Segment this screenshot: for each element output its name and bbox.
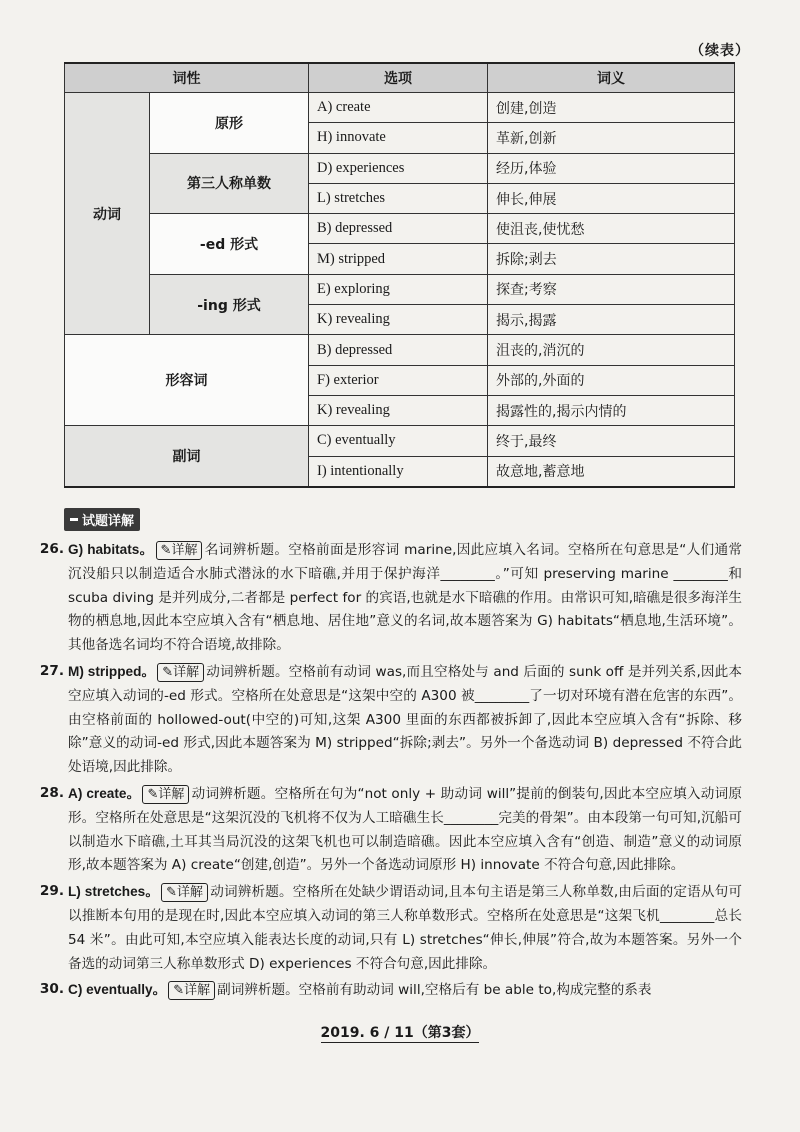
col-header-pos: 词性 — [65, 63, 309, 93]
item-body — [68, 880, 742, 976]
form-third-person: 第三人称单数 — [150, 153, 309, 214]
item-text: 动词辨析题。空格前有动词 was,而且空格处与 and 后面的 sunk off 是并列关系,因此本空应填入动词的-ed 形式。空格所在处意思是“这架中空的 A300 被________了一切对环境有潜在危害的东西”。由空格前面的 hollowed-out(中空的)可知,这架 A300 里面的东西都被拆卸了,因此本空应填入含有“拆除、移除”意义的动词-ed 形式,因此本题答案为 M) stripped“拆除;剥去”。另外一个备选动词 B) depressed 不符合此处语境,因此排除。 — [68, 663, 742, 776]
meaning-cell: 故意地,蓄意地 — [488, 456, 735, 487]
item-text: 副词辨析题。空格前有助动词 will,空格后有 be able to,构成完整的系表 — [217, 982, 652, 999]
item-number: 28. — [39, 784, 64, 801]
meaning-cell: 使沮丧,使忧愁 — [488, 214, 735, 244]
list-item — [34, 782, 742, 878]
table-row — [65, 335, 735, 365]
item-answer: L) stretches。 — [68, 884, 160, 900]
detail-tag: ✎详解 — [161, 883, 208, 902]
explanation-list — [34, 538, 742, 1005]
option-cell: K) revealing — [309, 305, 488, 335]
option-cell: B) depressed — [309, 214, 488, 244]
item-text: 动词辨析题。空格所在句为“not only + 助动词 will”提前的倒装句,因此本空应填入动词原形。空格所在处意思是“这架沉没的飞机将不仅为人工暗礁生长________完美的骨架”。由本段第一句可知,沉船可以制造水下暗礁,土耳其当局沉没的这架飞机也可以制造暗礁。因此本空应填入含有“创造、制造”意义的动词原形,故本题答案为 A) create“创建,创造”。另外一个备选动词原形 H) innovate 不符合句意,因此排除。 — [68, 785, 742, 874]
table-row — [65, 93, 735, 123]
meaning-cell: 外部的,外面的 — [488, 365, 735, 395]
pos-verb: 动词 — [65, 93, 150, 335]
list-item — [34, 538, 742, 658]
item-answer: A) create。 — [68, 785, 141, 801]
table-row — [65, 214, 735, 244]
option-cell: I) intentionally — [309, 456, 488, 487]
table-header-row — [65, 63, 735, 93]
continued-label: （续表） — [690, 43, 750, 59]
pos-adjective: 形容词 — [65, 335, 309, 426]
page-label: 2019. 6 / 11（第3套） — [320, 1025, 480, 1041]
item-body — [68, 660, 742, 780]
option-cell: D) experiences — [309, 153, 488, 183]
item-answer: M) stripped。 — [68, 663, 156, 679]
option-cell: B) depressed — [309, 335, 488, 365]
meaning-cell: 经历,体验 — [488, 153, 735, 183]
meaning-cell: 揭示,揭露 — [488, 305, 735, 335]
item-answer: G) habitats。 — [68, 542, 154, 557]
item-body — [68, 538, 742, 658]
item-answer: C) eventually。 — [68, 982, 167, 998]
meaning-cell: 伸长,伸展 — [488, 183, 735, 213]
option-cell: A) create — [309, 93, 488, 123]
list-item — [34, 660, 742, 780]
detail-tag: ✎详解 — [168, 981, 215, 1000]
option-cell: E) exploring — [309, 274, 488, 304]
option-cell: M) stripped — [309, 244, 488, 274]
table-row — [65, 153, 735, 183]
item-text: 名词辨析题。空格前面是形容词 marine,因此应填入名词。空格所在句意思是“人们通常沉没船只以制造适合水肺式潜泳的水下暗礁,并用于保护海洋________。”可知 preserving marine ________和 scuba diving 是并列成分,二者都是 perfect for 的宾语,也就是水下暗礁的作用。由常识可知,暗礁是很多海洋生物的栖息地,因此本空应填入含有“栖息地、居住地”意义的名词,故本题答案为 G) habitats“栖息地,生活环境”。其他备选名词均不符合语境,故排除。 — [68, 542, 742, 654]
detail-tag: ✎详解 — [156, 541, 203, 560]
list-item — [34, 880, 742, 976]
meaning-cell: 拆除;剥去 — [488, 244, 735, 274]
table-row — [65, 274, 735, 304]
option-cell: H) innovate — [309, 123, 488, 153]
list-item — [34, 978, 742, 1003]
meaning-cell: 革新,创新 — [488, 123, 735, 153]
item-body — [68, 782, 742, 878]
col-header-option: 选项 — [309, 63, 488, 93]
meaning-cell: 创建,创造 — [488, 93, 735, 123]
item-number: 29. — [39, 883, 64, 900]
meaning-cell: 终于,最终 — [488, 426, 735, 456]
section-title: 试题详解 — [82, 514, 135, 529]
detail-tag: ✎详解 — [157, 663, 204, 682]
item-text: 动词辨析题。空格所在处缺少谓语动词,且本句主语是第三人称单数,由后面的定语从句可以推断本句用的是现在时,因此本空应填入动词的第三人称单数形式。空格所在处意思是“这架飞机________总长 54 米”。由此可知,本空应填入能表达长度的动词,只有 L) stretches“伸长,伸展”符合,故为本题答案。另外一个备选的动词第三人称单数形式 D) experiences 不符合句意,因此排除。 — [68, 884, 742, 972]
form-ed: -ed 形式 — [150, 214, 309, 275]
page-footer — [0, 1022, 800, 1042]
table-row — [65, 426, 735, 456]
item-number: 30. — [39, 981, 64, 998]
option-cell: C) eventually — [309, 426, 488, 456]
item-body — [68, 978, 742, 1003]
form-base: 原形 — [150, 93, 309, 154]
vocab-table — [64, 62, 735, 488]
section-marker-icon — [70, 518, 78, 521]
meaning-cell: 沮丧的,消沉的 — [488, 335, 735, 365]
item-number: 27. — [39, 662, 64, 679]
col-header-meaning: 词义 — [488, 63, 735, 93]
option-cell: F) exterior — [309, 365, 488, 395]
meaning-cell: 揭露性的,揭示内情的 — [488, 395, 735, 425]
option-cell: K) revealing — [309, 395, 488, 425]
meaning-cell: 探查;考察 — [488, 274, 735, 304]
option-cell: L) stretches — [309, 183, 488, 213]
item-number: 26. — [39, 541, 64, 557]
form-ing: -ing 形式 — [150, 274, 309, 335]
detail-tag: ✎详解 — [142, 785, 189, 804]
pos-adverb: 副词 — [65, 426, 309, 487]
section-heading — [64, 508, 140, 531]
